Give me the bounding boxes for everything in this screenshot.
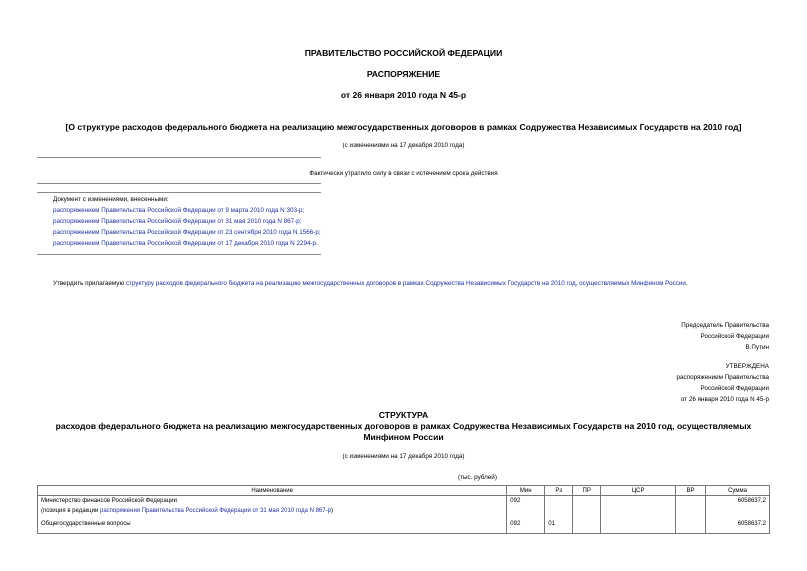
amendment-link-1[interactable]: распоряжением Правительства Российской Федерации от 9 марта 2010 года N 303-р; — [53, 207, 305, 214]
col-header-csr: ЦСР — [601, 486, 676, 496]
document-title: [О структуре расходов федерального бюджета на реализацию межгосударственных договоров в рамках Содружества Независимых Государств на 2010 год] — [65, 122, 742, 132]
row-min: 092 — [507, 496, 545, 509]
note-prefix: (позиция в редакции — [41, 508, 100, 514]
row-name: Общегосударственные вопросы — [38, 518, 507, 534]
approval-line-1: УТВЕРЖДЕНА — [725, 363, 769, 370]
row-sum: 6058637,2 — [706, 518, 770, 534]
row-sum: 6058637,2 — [706, 496, 770, 509]
structure-title: СТРУКТУРА — [378, 410, 429, 420]
row-pr — [573, 518, 601, 534]
row-csr — [601, 496, 676, 509]
approval-line-2: распоряжением Правительства — [676, 374, 769, 381]
divider — [37, 157, 321, 158]
amendment-link-4[interactable]: распоряжением Правительства Российской Федерации от 17 декабря 2010 года N 2294-р. — [53, 240, 318, 247]
row-name: Министерство финансов Российской Федерации — [38, 496, 507, 509]
divider — [37, 192, 321, 193]
col-header-vr: ВР — [676, 486, 706, 496]
government-heading: ПРАВИТЕЛЬСТВО РОССИЙСКОЙ ФЕДЕРАЦИИ — [304, 48, 503, 58]
table-row — [38, 508, 770, 518]
col-header-min: Мин — [507, 486, 545, 496]
body-paragraph — [37, 278, 770, 289]
approval-line-3: Российской Федерации — [700, 385, 769, 392]
expenditure-table — [37, 485, 770, 534]
approval-block — [677, 361, 769, 405]
row-rz: 01 — [545, 518, 573, 534]
divider — [37, 254, 321, 255]
divider — [37, 183, 321, 184]
table-row — [38, 496, 770, 509]
body-suffix: . — [685, 280, 688, 287]
document-type: РАСПОРЯЖЕНИЕ — [366, 69, 441, 79]
row-note — [38, 508, 507, 518]
col-header-sum: Сумма — [706, 486, 770, 496]
amendments-heading: Документ с изменениями, внесенными: — [53, 196, 169, 203]
status-note: Фактически утратило силу в связи с истечением срока действия — [309, 170, 498, 177]
row-csr — [601, 518, 676, 534]
col-header-rz: Рз — [545, 486, 573, 496]
approval-line-4: от 26 января 2010 года N 45-р — [680, 396, 769, 403]
signature-line-2: Российской Федерации — [700, 333, 769, 340]
row-rz — [545, 496, 573, 509]
structure-changes-note: (с изменениями на 17 декабря 2010 года) — [342, 453, 465, 460]
table-row — [38, 518, 770, 534]
structure-subtitle: расходов федерального бюджета на реализацию межгосударственных договоров в рамках Содружества Независимых Государств на 2010 год, осуществляемых Минфином России — [55, 421, 752, 442]
signature-block — [681, 320, 769, 353]
signature-line-1: Председатель Правительства — [681, 322, 769, 329]
amendment-link-3[interactable]: распоряжением Правительства Российской Федерации от 23 сентября 2010 года N 1566-р; — [53, 229, 321, 236]
col-header-pr: ПР — [573, 486, 601, 496]
col-header-name: Наименование — [38, 486, 507, 496]
table-header-row — [38, 486, 770, 496]
unit-label: (тыс. рублей) — [458, 474, 497, 481]
amendment-link-2[interactable]: распоряжением Правительства Российской Федерации от 31 мая 2010 года N 867-р; — [53, 218, 302, 225]
row-min: 092 — [507, 518, 545, 534]
document-date: от 26 января 2010 года N 45-р — [340, 90, 467, 100]
structure-link[interactable]: структуру расходов федерального бюджета на реализацию межгосударственных договоров в рамках Содружества Независимых Государств на 2010 год, осуществляемых Минфином России — [125, 280, 686, 287]
note-suffix: ) — [330, 508, 333, 514]
row-vr — [676, 518, 706, 534]
row-vr — [676, 496, 706, 509]
note-link[interactable]: распоряжения Правительства Российской Федерации от 31 мая 2010 года N 867-р — [100, 508, 331, 514]
signature-line-3: В.Путин — [745, 344, 769, 351]
row-pr — [573, 496, 601, 509]
body-prefix: Утвердить прилагаемую — [53, 280, 126, 287]
changes-note: (с изменениями на 17 декабря 2010 года) — [342, 142, 465, 149]
